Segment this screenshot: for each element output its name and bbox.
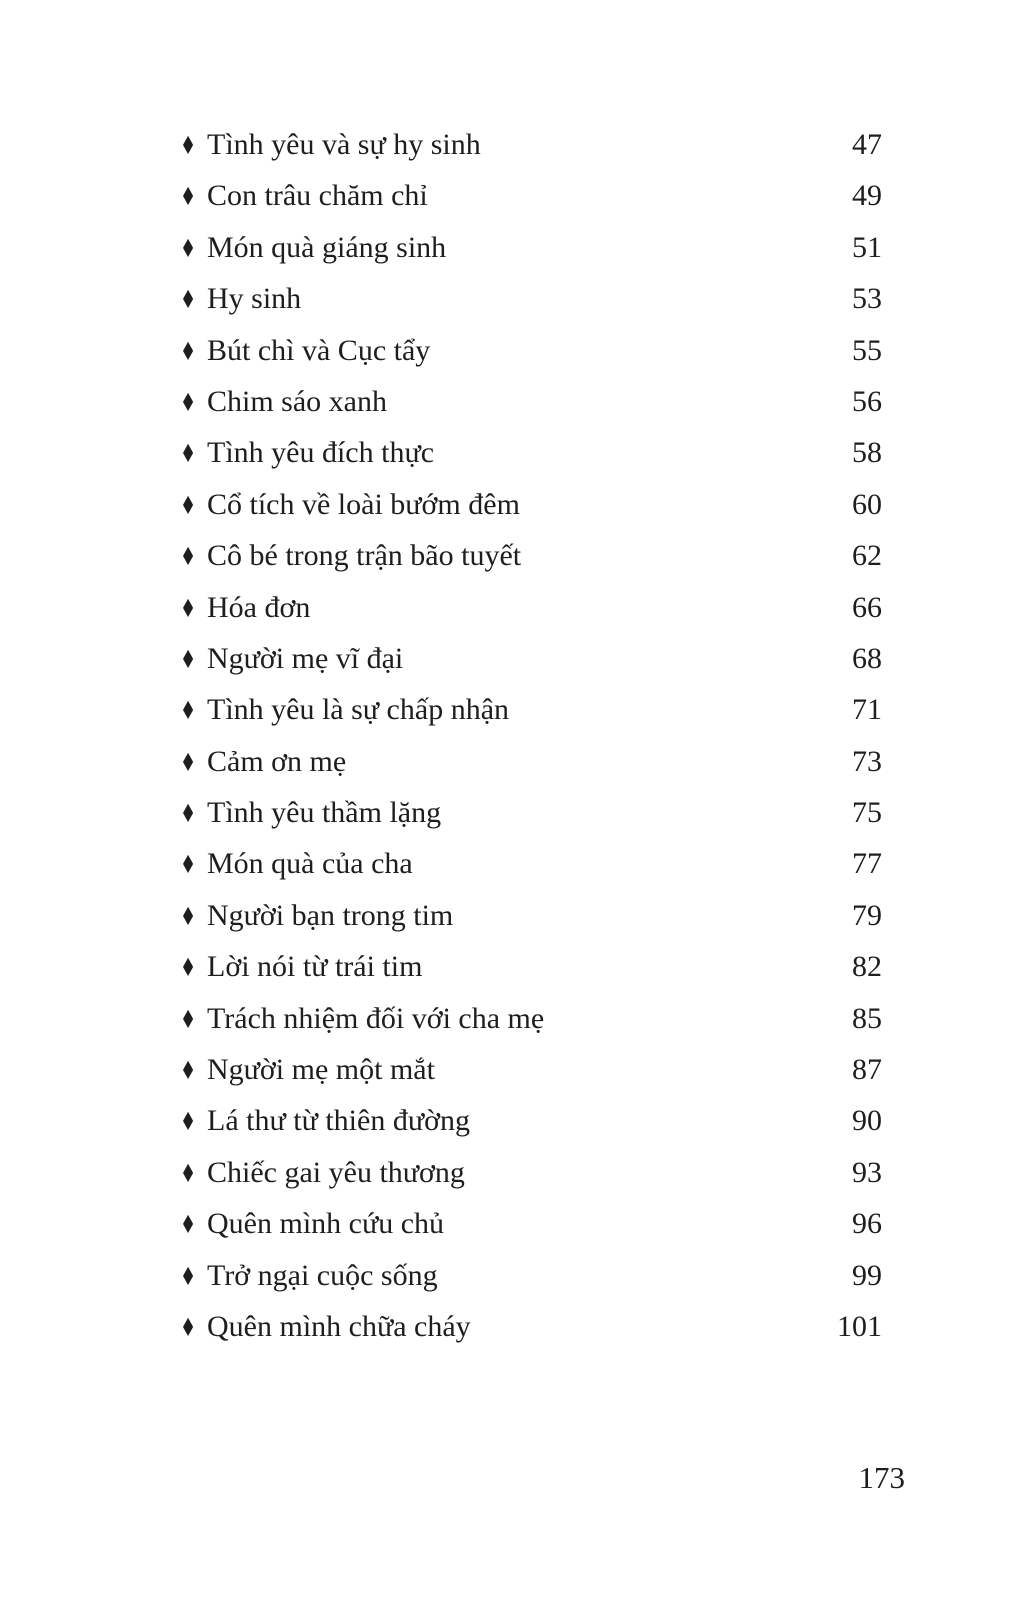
toc-entry: [180, 993, 882, 1044]
toc-entry-title: Người mẹ một mắt: [207, 1053, 435, 1087]
toc-entry: [180, 633, 882, 684]
toc-entry: [180, 1147, 882, 1198]
toc-entry: [180, 736, 882, 787]
toc-entry-title: Tình yêu thầm lặng: [207, 796, 442, 830]
toc-entry-page: 85: [852, 1001, 882, 1035]
toc-entry: [180, 479, 882, 530]
toc-entry-title: Con trâu chăm chỉ: [207, 179, 428, 213]
toc-entry-title: Tình yêu đích thực: [207, 436, 435, 470]
diamond-bullet-icon: ♦: [180, 1312, 197, 1342]
toc-entry-page: 62: [852, 539, 882, 573]
toc-entry: [180, 530, 882, 581]
toc-entry-title: Trách nhiệm đối với cha mẹ: [207, 1001, 545, 1035]
diamond-bullet-icon: ♦: [180, 696, 197, 726]
table-of-contents: [180, 119, 882, 1352]
diamond-bullet-icon: ♦: [180, 387, 197, 417]
toc-entry-title: Người bạn trong tim: [207, 898, 454, 932]
toc-entry-page: 51: [852, 230, 882, 264]
toc-entry-title: Món quà của cha: [207, 847, 413, 881]
toc-entry-page: 96: [852, 1207, 882, 1241]
toc-entry-page: 77: [852, 847, 882, 881]
toc-entry: [180, 890, 882, 941]
diamond-bullet-icon: ♦: [180, 1261, 197, 1291]
diamond-bullet-icon: ♦: [180, 593, 197, 623]
toc-entry-page: 49: [852, 179, 882, 213]
toc-entry: [180, 941, 882, 992]
toc-entry: [180, 170, 882, 221]
toc-entry-title: Cổ tích về loài bướm đêm: [207, 487, 520, 521]
toc-entry-page: 55: [852, 333, 882, 367]
toc-entry-page: 47: [852, 128, 882, 161]
toc-entry: [180, 1095, 882, 1146]
toc-entry-page: 73: [852, 744, 882, 778]
diamond-bullet-icon: ♦: [180, 953, 197, 983]
diamond-bullet-icon: ♦: [180, 1210, 197, 1240]
diamond-bullet-icon: ♦: [180, 1004, 197, 1034]
toc-entry-title: Hóa đơn: [207, 590, 311, 624]
diamond-bullet-icon: ♦: [180, 490, 197, 520]
toc-entry-title: Bút chì và Cục tẩy: [207, 333, 431, 367]
toc-entry-title: Cô bé trong trận bão tuyết: [207, 539, 522, 573]
toc-entry-title: Món quà giáng sinh: [207, 230, 447, 264]
toc-entry-title: Tình yêu và sự hy sinh: [207, 128, 481, 161]
diamond-bullet-icon: ♦: [180, 285, 197, 315]
toc-entry-title: Quên mình cứu chủ: [207, 1207, 445, 1241]
toc-entry-page: 75: [852, 796, 882, 830]
toc-entry-title: Tình yêu là sự chấp nhận: [207, 693, 510, 727]
toc-entry-page: 58: [852, 436, 882, 470]
toc-entry-page: 87: [852, 1053, 882, 1087]
toc-entry-title: Trở ngại cuộc sống: [207, 1258, 438, 1292]
toc-entry-page: 93: [852, 1155, 882, 1189]
diamond-bullet-icon: ♦: [180, 182, 197, 212]
toc-entry-page: 68: [852, 641, 882, 675]
toc-entry: [180, 222, 882, 273]
toc-entry: [180, 787, 882, 838]
toc-entry: [180, 1250, 882, 1301]
diamond-bullet-icon: ♦: [180, 439, 197, 469]
toc-entry-page: 79: [852, 898, 882, 932]
toc-entry: [180, 582, 882, 633]
toc-entry-page: 99: [852, 1258, 882, 1292]
toc-entry-page: 82: [852, 950, 882, 984]
toc-entry-page: 60: [852, 487, 882, 521]
toc-entry-page: 53: [852, 282, 882, 316]
diamond-bullet-icon: ♦: [180, 233, 197, 263]
toc-entry: [180, 325, 882, 376]
page-number: 173: [858, 1460, 905, 1495]
toc-entry-title: Chiếc gai yêu thương: [207, 1155, 465, 1189]
toc-entry: [180, 1044, 882, 1095]
diamond-bullet-icon: ♦: [180, 850, 197, 880]
diamond-bullet-icon: ♦: [180, 1158, 197, 1188]
toc-entry-page: 66: [852, 590, 882, 624]
toc-entry-title: Người mẹ vĩ đại: [207, 641, 404, 675]
diamond-bullet-icon: ♦: [180, 336, 197, 366]
toc-entry: [180, 684, 882, 735]
toc-entry-title: Lời nói từ trái tim: [207, 950, 423, 984]
diamond-bullet-icon: ♦: [180, 542, 197, 572]
toc-entry: [180, 273, 882, 324]
diamond-bullet-icon: ♦: [180, 644, 197, 674]
toc-entry-title: Hy sinh: [207, 282, 302, 316]
toc-entry-title: Chim sáo xanh: [207, 384, 387, 418]
toc-entry-title: Lá thư từ thiên đường: [207, 1104, 470, 1138]
toc-entry-page: 101: [837, 1309, 882, 1343]
toc-entry: [180, 1198, 882, 1249]
diamond-bullet-icon: ♦: [180, 1107, 197, 1137]
toc-entry: [180, 427, 882, 478]
toc-entry: [180, 1301, 882, 1352]
diamond-bullet-icon: ♦: [180, 1056, 197, 1086]
toc-entry-title: Cảm ơn mẹ: [207, 744, 347, 778]
toc-entry-page: 56: [852, 384, 882, 418]
toc-entry-title: Quên mình chữa cháy: [207, 1309, 471, 1343]
toc-entry: [180, 376, 882, 427]
diamond-bullet-icon: ♦: [180, 799, 197, 829]
toc-entry-page: 71: [852, 693, 882, 727]
diamond-bullet-icon: ♦: [180, 131, 197, 160]
toc-entry-page: 90: [852, 1104, 882, 1138]
toc-entry: [180, 838, 882, 889]
diamond-bullet-icon: ♦: [180, 747, 197, 777]
diamond-bullet-icon: ♦: [180, 901, 197, 931]
toc-entry: [180, 119, 882, 170]
